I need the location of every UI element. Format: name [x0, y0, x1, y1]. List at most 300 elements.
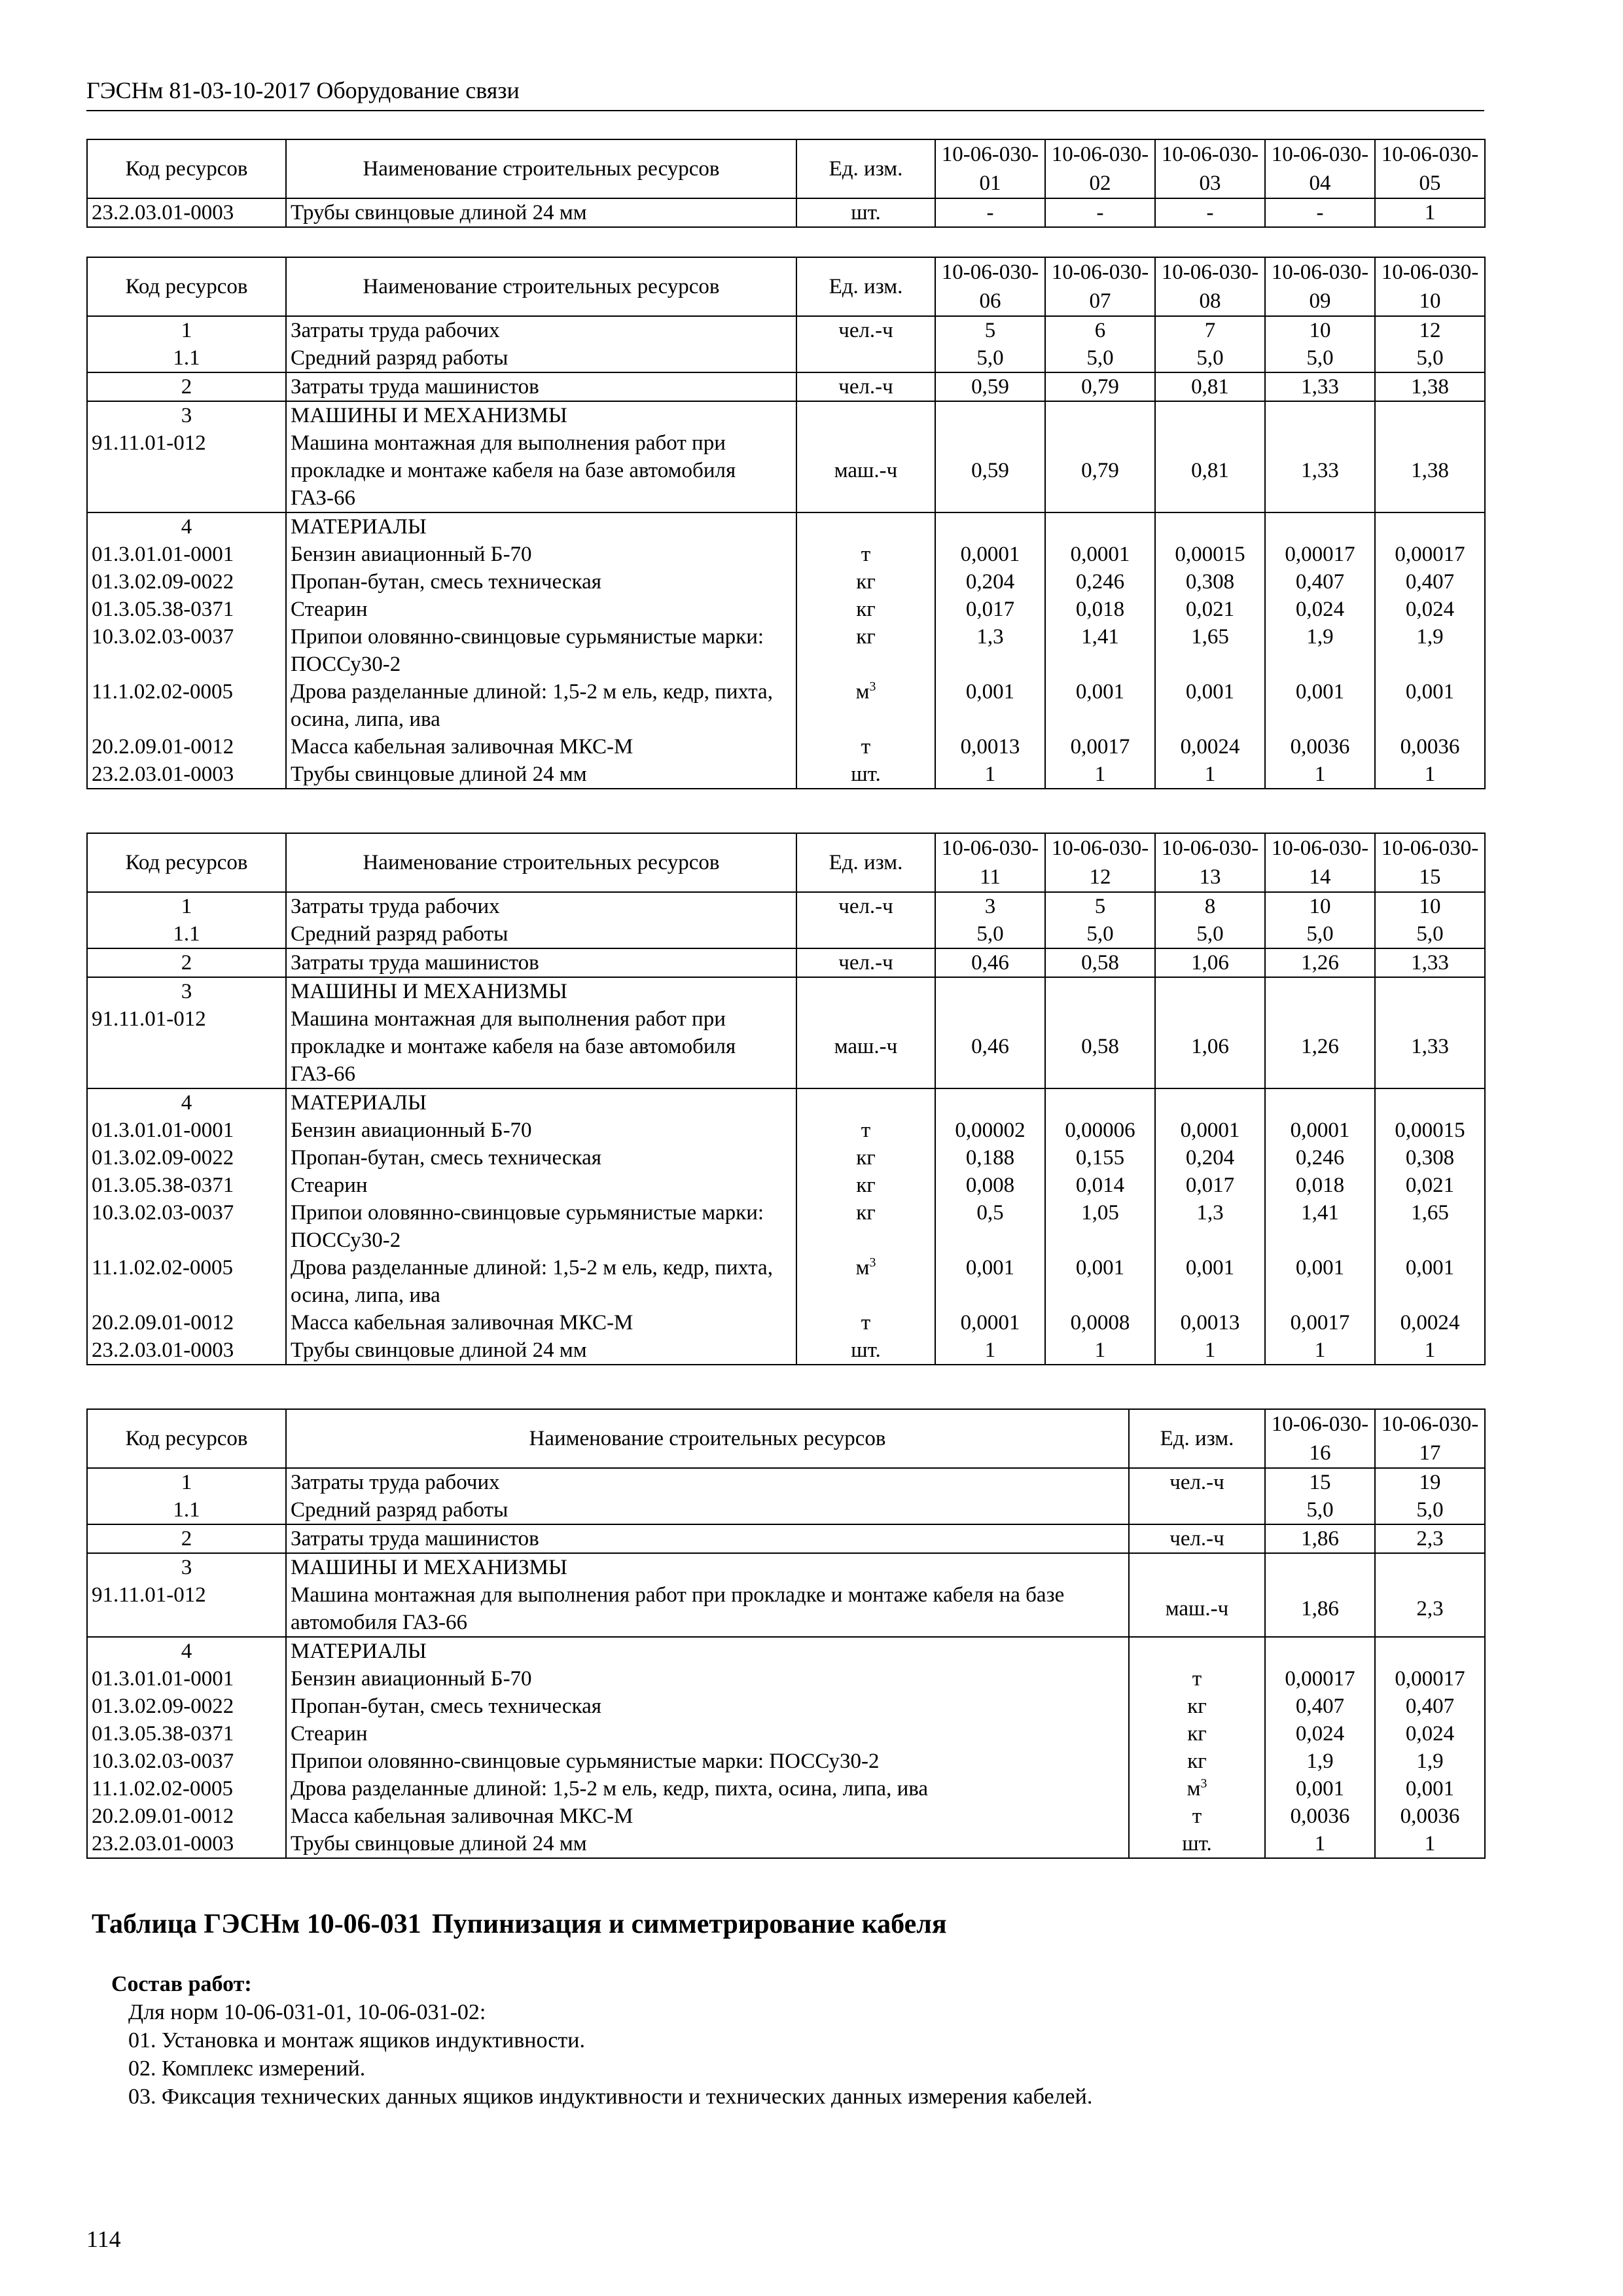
- norm-value: 0,00002: [935, 1117, 1045, 1144]
- unit-text: м: [1186, 1777, 1201, 1801]
- resource-name: Машина монтажная для выполнения работ при прокладке и монтаже кабеля на базе автомобиля ГАЗ-66: [286, 1581, 1129, 1637]
- resource-name: Трубы свинцовые длиной 24 мм: [286, 761, 796, 789]
- table-row: [87, 1088, 1485, 1117]
- table-row: [87, 1637, 1485, 1665]
- norm-value: 0,0001: [935, 541, 1045, 568]
- resource-unit: маш.-ч: [796, 429, 935, 512]
- norm-value: 1: [1375, 761, 1485, 789]
- resource-name: Затраты труда машинистов: [286, 372, 796, 401]
- table-row: [87, 1693, 1485, 1720]
- col-unit-header: Ед. изм.: [796, 833, 935, 892]
- resource-code: 01.3.01.01-0001: [87, 541, 286, 568]
- resource-code: 10.3.02.03-0037: [87, 623, 286, 678]
- resource-code: 20.2.09.01-0012: [87, 1309, 286, 1336]
- resource-name: Бензин авиационный Б-70: [286, 541, 796, 568]
- norm-value: 3: [935, 892, 1045, 920]
- norm-col-header: 10-06-030-14: [1265, 833, 1375, 892]
- norm-value: 0,59: [935, 372, 1045, 401]
- section-heading: МАТЕРИАЛЫ: [286, 1088, 796, 1117]
- norm-value: 1: [1265, 761, 1375, 789]
- norm-value: 0,001: [1155, 678, 1265, 733]
- norm-value: 5,0: [1375, 920, 1485, 948]
- table-row: [87, 372, 1485, 401]
- norm-col-header: 10-06-030-05: [1375, 139, 1485, 198]
- norm-value: -: [1265, 198, 1375, 227]
- resource-name: Масса кабельная заливочная МКС-М: [286, 1803, 1129, 1830]
- table-row: [87, 678, 1485, 733]
- resource-name: Стеарин: [286, 1720, 1129, 1748]
- col-unit-header: Ед. изм.: [796, 139, 935, 198]
- resource-code: 4: [87, 1637, 286, 1665]
- resource-name: Затраты труда машинистов: [286, 948, 796, 977]
- norm-value: 0,155: [1045, 1144, 1155, 1172]
- resource-code: 1: [87, 1468, 286, 1496]
- norm-value: 5: [1045, 892, 1155, 920]
- norm-value: 0,001: [1265, 1775, 1375, 1803]
- norm-value: 10: [1265, 316, 1375, 344]
- resource-name: Затраты труда рабочих: [286, 1468, 1129, 1496]
- norm-value: 0,001: [1045, 678, 1155, 733]
- norm-value: 1,65: [1375, 1199, 1485, 1254]
- norm-value: 0,407: [1375, 568, 1485, 596]
- norm-value: 0,0036: [1375, 1803, 1485, 1830]
- norm-table-1: [86, 139, 1486, 228]
- norm-value: 1,38: [1375, 429, 1485, 512]
- norm-value: 1,41: [1265, 1199, 1375, 1254]
- col-unit-header: Ед. изм.: [796, 257, 935, 316]
- resource-name: Затраты труда машинистов: [286, 1524, 1129, 1553]
- norm-col-header: 10-06-030-03: [1155, 139, 1265, 198]
- norm-value: 5,0: [935, 344, 1045, 372]
- norm-col-header: 10-06-030-15: [1375, 833, 1485, 892]
- norm-value: 1,33: [1375, 948, 1485, 977]
- norm-value: 1: [935, 1336, 1045, 1365]
- resource-unit: кг: [796, 1199, 935, 1254]
- section-heading: МАШИНЫ И МЕХАНИЗМЫ: [286, 401, 796, 429]
- resource-name: Средний разряд работы: [286, 1496, 1129, 1524]
- table-row: [87, 761, 1485, 789]
- resource-code: 10.3.02.03-0037: [87, 1748, 286, 1775]
- norm-value: 1,33: [1265, 372, 1375, 401]
- norm-value: 5,0: [1155, 920, 1265, 948]
- resource-unit: шт.: [796, 1336, 935, 1365]
- resource-unit: чел.-ч: [796, 892, 935, 920]
- table-row: [87, 1199, 1485, 1254]
- norm-value: 5,0: [1045, 920, 1155, 948]
- resource-code: 3: [87, 401, 286, 429]
- norm-value: 2,3: [1375, 1524, 1485, 1553]
- norm-value: 5: [935, 316, 1045, 344]
- table-row: [87, 1665, 1485, 1693]
- norm-value: 1,86: [1265, 1524, 1375, 1553]
- table-row: [87, 977, 1485, 1005]
- table-row: [87, 429, 1485, 512]
- resource-name: Припои оловянно-свинцовые сурьмянистые марки: ПОССу30-2: [286, 623, 796, 678]
- resource-unit: кг: [796, 1144, 935, 1172]
- resource-code: 4: [87, 512, 286, 541]
- resource-code: 91.11.01-012: [87, 1581, 286, 1637]
- norm-col-header: 10-06-030-01: [935, 139, 1045, 198]
- norm-value: 1,38: [1375, 372, 1485, 401]
- norm-value: 5,0: [1045, 344, 1155, 372]
- resource-name: Припои оловянно-свинцовые сурьмянистые марки: ПОССу30-2: [286, 1748, 1129, 1775]
- resource-code: 01.3.01.01-0001: [87, 1665, 286, 1693]
- norm-value: 1: [1265, 1336, 1375, 1365]
- resource-unit: т: [796, 1309, 935, 1336]
- norm-col-header: 10-06-030-06: [935, 257, 1045, 316]
- resource-unit: [796, 920, 935, 948]
- table-row: [87, 1496, 1485, 1524]
- norm-value: 0,79: [1045, 372, 1155, 401]
- resource-unit: шт.: [796, 198, 935, 227]
- composition-line: 03. Фиксация технических данных ящиков индуктивности и технических данных измерения кабелей.: [128, 2085, 1093, 2109]
- page-header: ГЭСНм 81-03-10-2017 Оборудование связи: [86, 76, 1484, 111]
- norm-value: 0,246: [1045, 568, 1155, 596]
- resource-name: Затраты труда рабочих: [286, 316, 796, 344]
- norm-value: 15: [1265, 1468, 1375, 1496]
- table-row: [87, 344, 1485, 372]
- norm-value: 0,024: [1375, 596, 1485, 623]
- norm-value: 0,407: [1265, 568, 1375, 596]
- table-row: [87, 316, 1485, 344]
- resource-code: 10.3.02.03-0037: [87, 1199, 286, 1254]
- norm-value: 0,001: [1265, 1254, 1375, 1309]
- resource-name: Масса кабельная заливочная МКС-М: [286, 733, 796, 761]
- norm-value: 0,0017: [1265, 1309, 1375, 1336]
- table-row: [87, 568, 1485, 596]
- norm-value: 0,024: [1265, 1720, 1375, 1748]
- norm-value: 0,017: [1155, 1172, 1265, 1199]
- norm-value: 1: [1045, 761, 1155, 789]
- resource-code: 3: [87, 977, 286, 1005]
- norm-value: 0,0001: [1265, 1117, 1375, 1144]
- resource-unit: т: [796, 1117, 935, 1144]
- norm-value: 0,001: [1265, 678, 1375, 733]
- norm-value: 0,407: [1375, 1693, 1485, 1720]
- resource-name: Стеарин: [286, 596, 796, 623]
- norm-value: 1: [1155, 761, 1265, 789]
- resource-unit: кг: [796, 596, 935, 623]
- resource-unit: $м^3$: [1129, 1775, 1265, 1803]
- norm-value: -: [1045, 198, 1155, 227]
- resource-code: 01.3.05.38-0371: [87, 1172, 286, 1199]
- section-title: [92, 1909, 947, 1940]
- norm-value: 0,001: [935, 1254, 1045, 1309]
- page-number: 114: [86, 2226, 121, 2252]
- resource-code: 01.3.01.01-0001: [87, 1117, 286, 1144]
- resource-unit: чел.-ч: [796, 316, 935, 344]
- resource-unit: шт.: [1129, 1830, 1265, 1858]
- col-code-header: Код ресурсов: [87, 833, 286, 892]
- norm-value: 0,024: [1375, 1720, 1485, 1748]
- norm-value: 0,0001: [1045, 541, 1155, 568]
- norm-value: 0,81: [1155, 372, 1265, 401]
- table-header-row: [87, 833, 1485, 892]
- table-row: [87, 1775, 1485, 1803]
- norm-value: 5,0: [1265, 1496, 1375, 1524]
- resource-code: 91.11.01-012: [87, 1005, 286, 1088]
- section-heading: МАТЕРИАЛЫ: [286, 512, 796, 541]
- table-row: [87, 1117, 1485, 1144]
- resource-unit: кг: [796, 568, 935, 596]
- table-row: [87, 920, 1485, 948]
- table-row: [87, 1748, 1485, 1775]
- col-name-header: Наименование строительных ресурсов: [286, 139, 796, 198]
- norm-value: 0,308: [1155, 568, 1265, 596]
- resource-name: Машина монтажная для выполнения работ при прокладке и монтаже кабеля на базе автомобиля ГАЗ-66: [286, 1005, 796, 1088]
- resource-name: Машина монтажная для выполнения работ при прокладке и монтаже кабеля на базе автомобиля ГАЗ-66: [286, 429, 796, 512]
- resource-name: Затраты труда рабочих: [286, 892, 796, 920]
- norm-col-header: 10-06-030-04: [1265, 139, 1375, 198]
- section-heading: МАТЕРИАЛЫ: [286, 1637, 1129, 1665]
- norm-value: 1: [1375, 198, 1485, 227]
- norm-value: 0,308: [1375, 1144, 1485, 1172]
- norm-value: 5,0: [935, 920, 1045, 948]
- resource-name: Трубы свинцовые длиной 24 мм: [286, 1336, 796, 1365]
- norm-value: 0,0008: [1045, 1309, 1155, 1336]
- norm-value: 1,26: [1265, 1005, 1375, 1088]
- resource-unit: т: [1129, 1665, 1265, 1693]
- norm-value: 10: [1265, 892, 1375, 920]
- norm-value: 0,0013: [1155, 1309, 1265, 1336]
- norm-value: 0,001: [1375, 1254, 1485, 1309]
- resource-name: Дрова разделанные длиной: 1,5-2 м ель, кедр, пихта, осина, липа, ива: [286, 678, 796, 733]
- norm-value: 1,06: [1155, 1005, 1265, 1088]
- resource-code: 23.2.03.01-0003: [87, 1830, 286, 1858]
- norm-col-header: 10-06-030-02: [1045, 139, 1155, 198]
- norm-value: 0,00017: [1375, 1665, 1485, 1693]
- norm-value: 0,024: [1265, 596, 1375, 623]
- resource-name: Дрова разделанные длиной: 1,5-2 м ель, кедр, пихта, осина, липа, ива: [286, 1775, 1129, 1803]
- unit-text: м: [855, 680, 870, 704]
- norm-value: 0,59: [935, 429, 1045, 512]
- table-row: [87, 1336, 1485, 1365]
- norm-value: 1,06: [1155, 948, 1265, 977]
- norm-value: 0,021: [1155, 596, 1265, 623]
- norm-value: 1,33: [1265, 429, 1375, 512]
- norm-value: 0,001: [935, 678, 1045, 733]
- norm-value: 0,014: [1045, 1172, 1155, 1199]
- norm-value: 0,00006: [1045, 1117, 1155, 1144]
- resource-unit: [1129, 1496, 1265, 1524]
- norm-value: 0,58: [1045, 1005, 1155, 1088]
- resource-unit: маш.-ч: [796, 1005, 935, 1088]
- resource-unit: кг: [1129, 1748, 1265, 1775]
- norm-value: 19: [1375, 1468, 1485, 1496]
- norm-value: 7: [1155, 316, 1265, 344]
- norm-col-header: 10-06-030-16: [1265, 1409, 1375, 1468]
- resource-code: 2: [87, 372, 286, 401]
- resource-code: 01.3.02.09-0022: [87, 1144, 286, 1172]
- norm-col-header: 10-06-030-13: [1155, 833, 1265, 892]
- resource-code: 11.1.02.02-0005: [87, 1254, 286, 1309]
- resource-name: Припои оловянно-свинцовые сурьмянистые марки: ПОССу30-2: [286, 1199, 796, 1254]
- norm-value: 0,407: [1265, 1693, 1375, 1720]
- norm-value: 1,26: [1265, 948, 1375, 977]
- resource-unit: кг: [796, 1172, 935, 1199]
- col-code-header: Код ресурсов: [87, 1409, 286, 1468]
- norm-value: 5,0: [1265, 344, 1375, 372]
- resource-unit: чел.-ч: [796, 372, 935, 401]
- norm-value: 1,3: [1155, 1199, 1265, 1254]
- resource-unit: чел.-ч: [1129, 1468, 1265, 1496]
- norm-value: 0,0013: [935, 733, 1045, 761]
- table-row: [87, 1830, 1485, 1858]
- table-row: [87, 1309, 1485, 1336]
- table-row: [87, 733, 1485, 761]
- norm-value: 0,008: [935, 1172, 1045, 1199]
- resource-name: Средний разряд работы: [286, 920, 796, 948]
- resource-code: 11.1.02.02-0005: [87, 678, 286, 733]
- norm-value: 1,9: [1375, 623, 1485, 678]
- norm-value: 0,58: [1045, 948, 1155, 977]
- resource-code: 1: [87, 316, 286, 344]
- resource-code: 23.2.03.01-0003: [87, 198, 286, 227]
- norm-value: 0,017: [935, 596, 1045, 623]
- norm-table-2: [86, 257, 1486, 789]
- norm-table-4: [86, 1408, 1486, 1859]
- table-row: [87, 1803, 1485, 1830]
- resource-unit: т: [1129, 1803, 1265, 1830]
- norm-value: 0,81: [1155, 429, 1265, 512]
- norm-table-3: [86, 833, 1486, 1365]
- table-row: [87, 623, 1485, 678]
- resource-unit: маш.-ч: [1129, 1581, 1265, 1637]
- section-name: Пупинизация и симметрирование кабеля: [432, 1909, 947, 1939]
- norm-col-header: 10-06-030-10: [1375, 257, 1485, 316]
- norm-value: 1,65: [1155, 623, 1265, 678]
- norm-value: 0,00015: [1155, 541, 1265, 568]
- table-header-row: [87, 139, 1485, 198]
- norm-value: 0,0036: [1265, 1803, 1375, 1830]
- norm-value: 0,46: [935, 948, 1045, 977]
- norm-value: 12: [1375, 316, 1485, 344]
- table-header-row: [87, 257, 1485, 316]
- norm-value: 0,00017: [1265, 1665, 1375, 1693]
- norm-value: 0,00017: [1265, 541, 1375, 568]
- norm-value: 0,0024: [1375, 1309, 1485, 1336]
- norm-value: 0,5: [935, 1199, 1045, 1254]
- col-code-header: Код ресурсов: [87, 139, 286, 198]
- norm-value: 1: [1375, 1830, 1485, 1858]
- norm-value: 1,33: [1375, 1005, 1485, 1088]
- resource-code: 20.2.09.01-0012: [87, 1803, 286, 1830]
- resource-unit: шт.: [796, 761, 935, 789]
- norm-value: 0,204: [1155, 1144, 1265, 1172]
- resource-unit: кг: [1129, 1720, 1265, 1748]
- col-code-header: Код ресурсов: [87, 257, 286, 316]
- norm-value: 0,0024: [1155, 733, 1265, 761]
- norm-value: 0,018: [1045, 596, 1155, 623]
- resource-code: 91.11.01-012: [87, 429, 286, 512]
- composition-line: Для норм 10-06-031-01, 10-06-031-02:: [128, 2000, 486, 2024]
- table-row: [87, 1005, 1485, 1088]
- composition-title: Состав работ:: [111, 1972, 252, 1996]
- norm-value: 0,0001: [1155, 1117, 1265, 1144]
- table-row: [87, 1144, 1485, 1172]
- col-name-header: Наименование строительных ресурсов: [286, 833, 796, 892]
- resource-name: Трубы свинцовые длиной 24 мм: [286, 1830, 1129, 1858]
- section-heading: МАШИНЫ И МЕХАНИЗМЫ: [286, 1553, 1129, 1581]
- table-row: [87, 1172, 1485, 1199]
- resource-code: 4: [87, 1088, 286, 1117]
- resource-code: 01.3.05.38-0371: [87, 1720, 286, 1748]
- table-row: [87, 541, 1485, 568]
- col-name-header: Наименование строительных ресурсов: [286, 257, 796, 316]
- norm-value: 0,204: [935, 568, 1045, 596]
- resource-unit: кг: [1129, 1693, 1265, 1720]
- work-composition: [111, 1970, 1092, 2111]
- norm-value: 0,246: [1265, 1144, 1375, 1172]
- resource-unit: [796, 344, 935, 372]
- norm-value: 0,0017: [1045, 733, 1155, 761]
- resource-code: 1.1: [87, 1496, 286, 1524]
- resource-unit: чел.-ч: [1129, 1524, 1265, 1553]
- norm-value: 5,0: [1375, 344, 1485, 372]
- norm-value: 8: [1155, 892, 1265, 920]
- section-heading: МАШИНЫ И МЕХАНИЗМЫ: [286, 977, 796, 1005]
- norm-value: 0,188: [935, 1144, 1045, 1172]
- table-row: [87, 1720, 1485, 1748]
- norm-value: 0,0036: [1265, 733, 1375, 761]
- table-row: [87, 892, 1485, 920]
- resource-unit: т: [796, 733, 935, 761]
- resource-code: 2: [87, 948, 286, 977]
- norm-value: 1,9: [1265, 623, 1375, 678]
- norm-value: 6: [1045, 316, 1155, 344]
- norm-value: 0,00015: [1375, 1117, 1485, 1144]
- resource-name: Пропан-бутан, смесь техническая: [286, 1144, 796, 1172]
- resource-name: Пропан-бутан, смесь техническая: [286, 568, 796, 596]
- norm-value: 1,3: [935, 623, 1045, 678]
- norm-value: 5,0: [1155, 344, 1265, 372]
- resource-code: 20.2.09.01-0012: [87, 733, 286, 761]
- resource-code: 1.1: [87, 344, 286, 372]
- norm-value: 1,41: [1045, 623, 1155, 678]
- resource-code: 3: [87, 1553, 286, 1581]
- table-row: [87, 1553, 1485, 1581]
- norm-value: 0,001: [1375, 678, 1485, 733]
- table-row: [87, 1524, 1485, 1553]
- norm-value: 0,0001: [935, 1309, 1045, 1336]
- composition-line: 02. Комплекс измерений.: [128, 2056, 366, 2081]
- resource-name: Дрова разделанные длиной: 1,5-2 м ель, кедр, пихта, осина, липа, ива: [286, 1254, 796, 1309]
- resource-name: Масса кабельная заливочная МКС-М: [286, 1309, 796, 1336]
- norm-value: 1,05: [1045, 1199, 1155, 1254]
- composition-line: 01. Установка и монтаж ящиков индуктивности.: [128, 2028, 585, 2053]
- table-row: [87, 948, 1485, 977]
- norm-value: 1: [1265, 1830, 1375, 1858]
- norm-value: 0,001: [1375, 1775, 1485, 1803]
- norm-value: 1,86: [1265, 1581, 1375, 1637]
- col-name-header: Наименование строительных ресурсов: [286, 1409, 1129, 1468]
- norm-value: 5,0: [1265, 920, 1375, 948]
- norm-value: 0,00017: [1375, 541, 1485, 568]
- norm-value: 0,79: [1045, 429, 1155, 512]
- table-row: [87, 198, 1485, 227]
- resource-name: Бензин авиационный Б-70: [286, 1117, 796, 1144]
- norm-value: 1,9: [1375, 1748, 1485, 1775]
- resource-unit: чел.-ч: [796, 948, 935, 977]
- norm-value: 0,001: [1155, 1254, 1265, 1309]
- norm-value: 0,001: [1045, 1254, 1155, 1309]
- resource-code: 01.3.02.09-0022: [87, 568, 286, 596]
- table-row: [87, 401, 1485, 429]
- resource-name: Стеарин: [286, 1172, 796, 1199]
- resource-name: Пропан-бутан, смесь техническая: [286, 1693, 1129, 1720]
- norm-value: 1,9: [1265, 1748, 1375, 1775]
- resource-code: 2: [87, 1524, 286, 1553]
